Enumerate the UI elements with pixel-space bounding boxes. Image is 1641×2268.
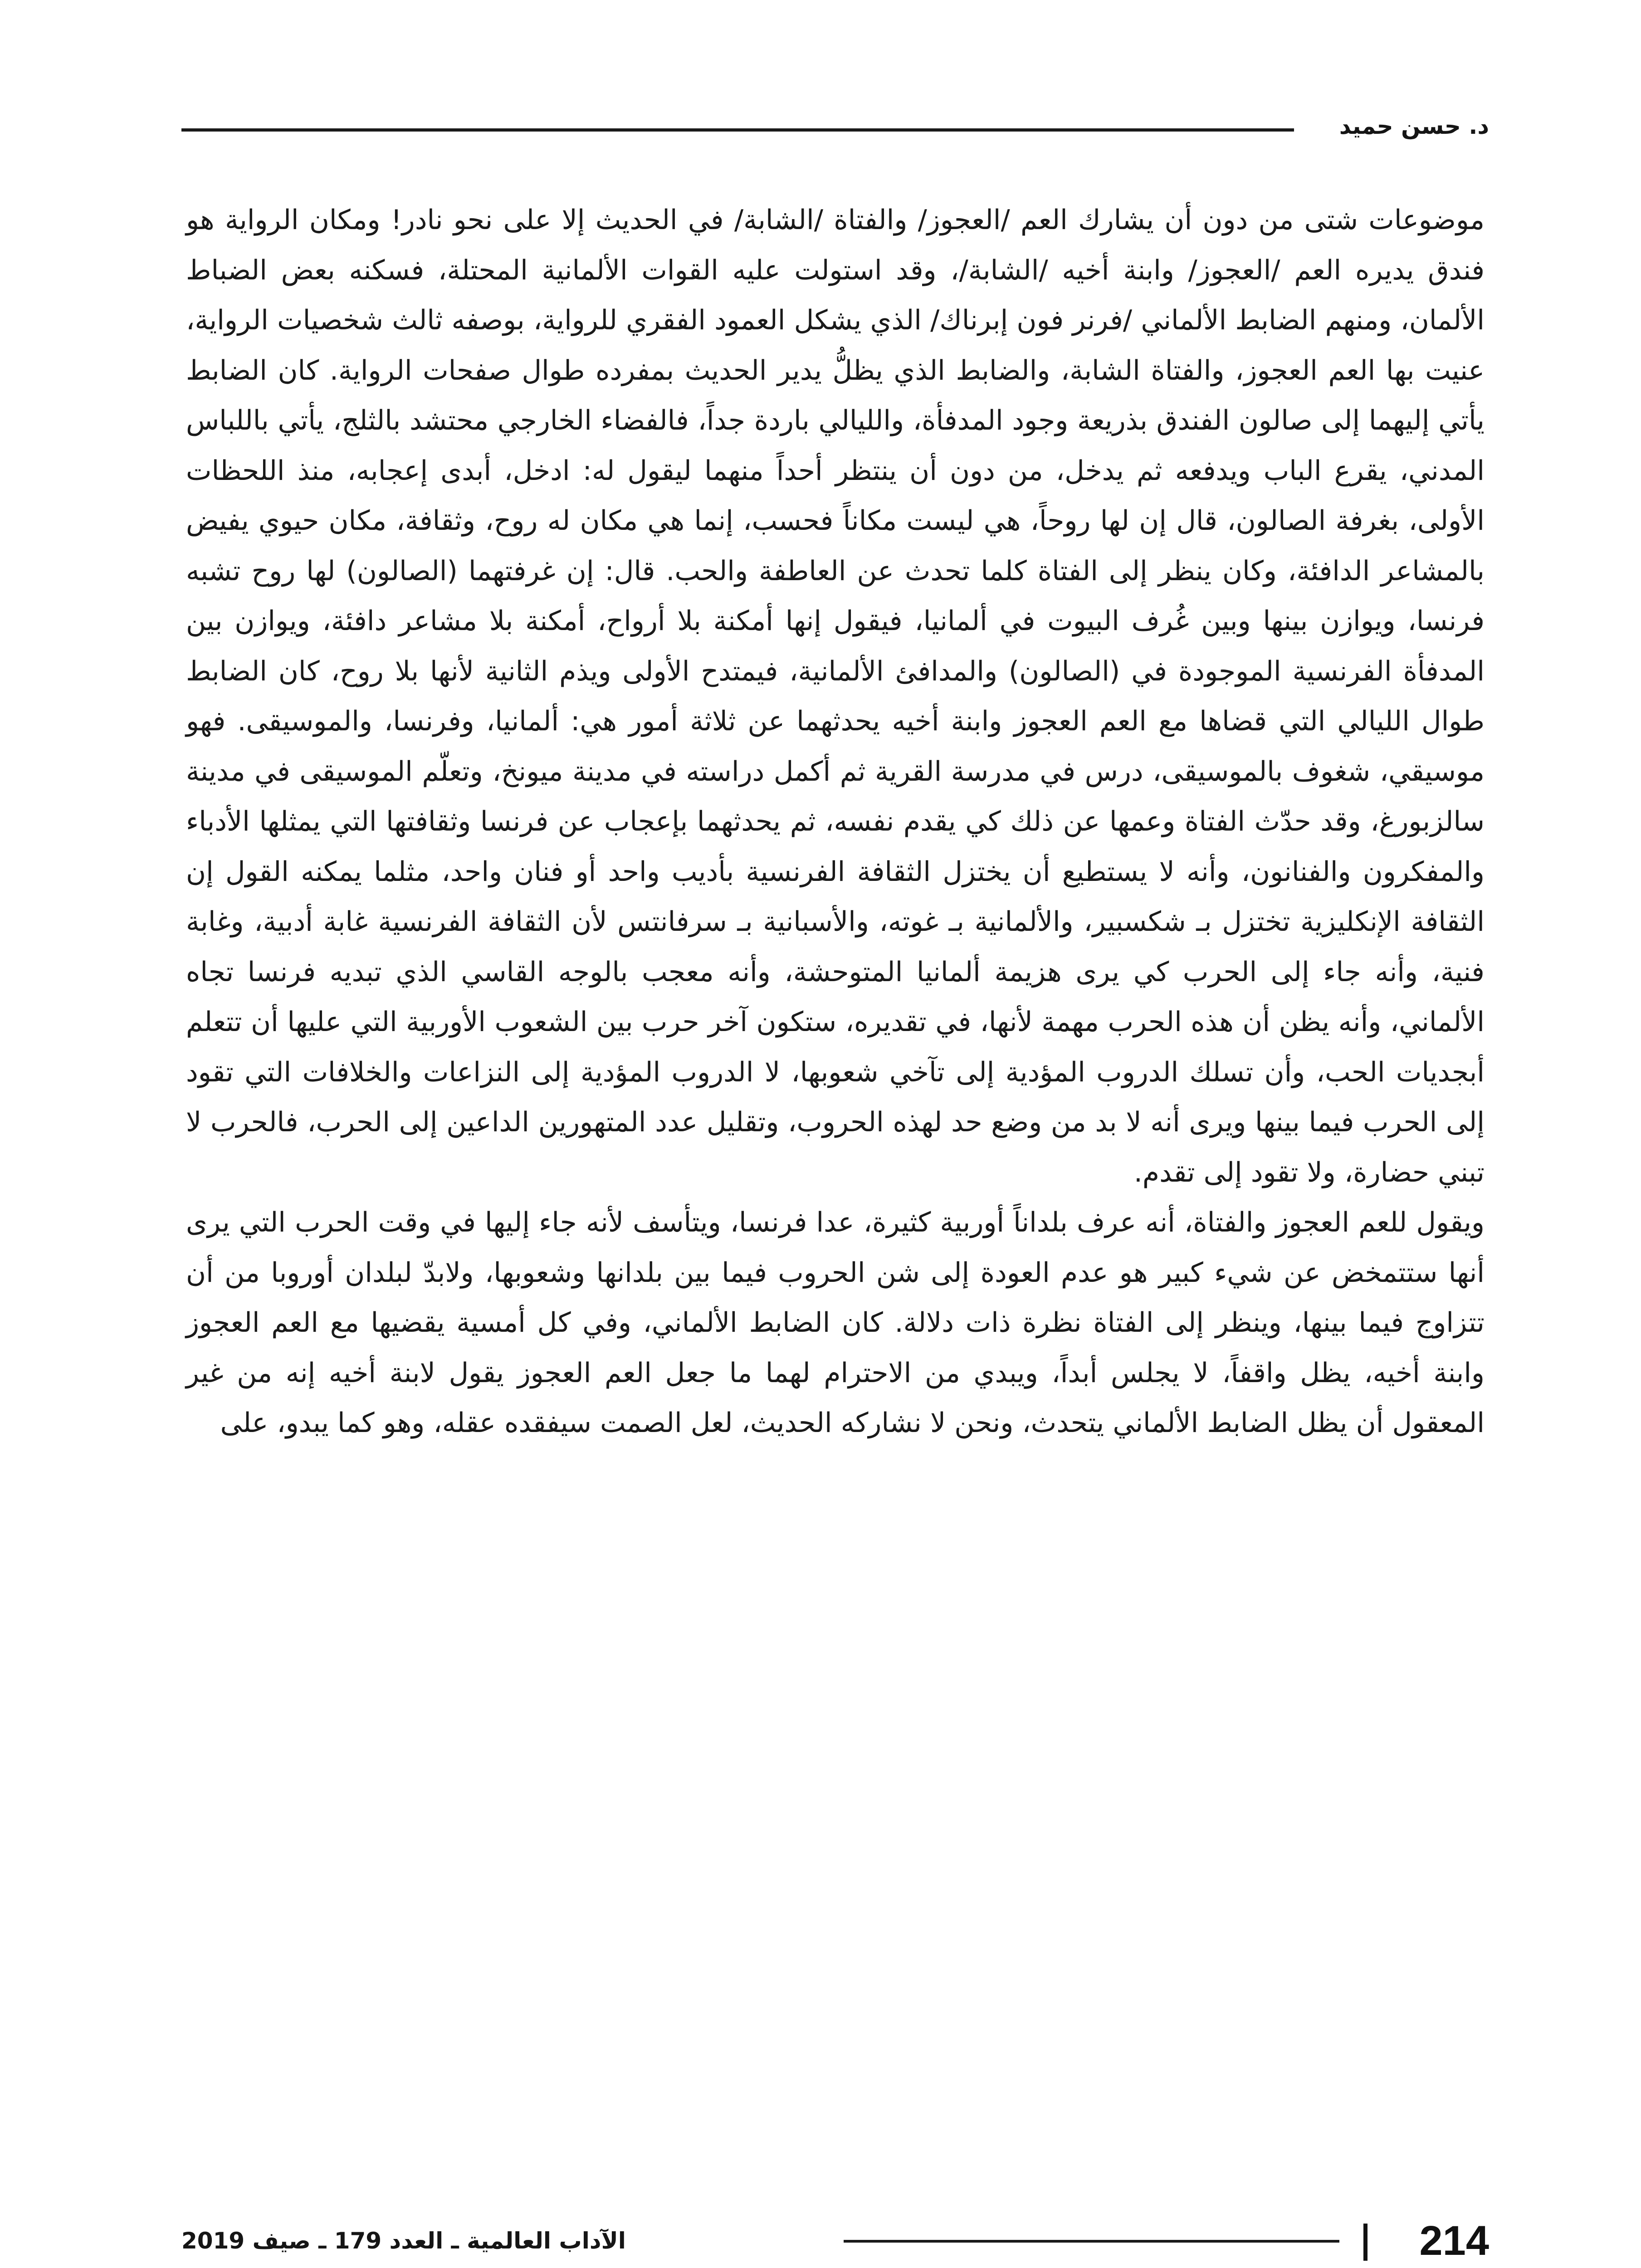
paragraph: ويقول للعم العجوز والفتاة، أنه عرف بلداناً أوربية كثيرة، عدا فرنسا، ويتأسف لأنه جاء إليها في وقت الحرب التي يرى أنها ستتمخض عن شيء كبير هو عدم العودة إلى شن الحروب فيما بين بلدانها وشعوبها، ولابدّ لبلدان أوروبا من أن تتزاوج فيما بينها، وينظر إلى الفتاة نظرة ذات دلالة. كان الضابط الألماني، وفي كل أمسية يقضيها مع العم العجوز وابنة أخيه، يظل واقفاً، لا يجلس أبداً، ويبدي من الاحترام لهما ما جعل العم العجوز يقول لابنة أخيه إنه من غير المعقول أن يظل الضابط الألماني يتحدث، ونحن لا نشاركه الحديث، لعل الصمت سيفقده عقله، وهو كما يبدو، على	[186, 1207, 1485, 1439]
page-number: 214	[1419, 2218, 1489, 2264]
footer-rule	[844, 2240, 1339, 2243]
footer-divider	[1363, 2224, 1368, 2261]
author-name: د. حسن حميد	[1339, 113, 1489, 139]
header-rule	[181, 128, 1294, 132]
running-footer	[181, 2214, 1489, 2268]
journal-issue: الآداب العالمية ـ العدد 179 ـ صيف 2019	[181, 2228, 626, 2254]
paragraph: موضوعات شتى من دون أن يشارك العم /العجوز/ والفتاة /الشابة/ في الحديث إلا على نحو نادر! ومكان الرواية هو فندق يديره العم /العجوز/ وابنة أخيه /الشابة/، وقد استولت عليه القوات الألمانية المحتلة، فسكنه بعض الضباط الألمان، ومنهم الضابط الألماني /فرنر فون إبرناك/ الذي يشكل العمود الفقري للرواية، بوصفه ثالث شخصيات الرواية، عنيت بها العم العجوز، والفتاة الشابة، والضابط الذي يظلُّ يدير الحديث بمفرده طوال صفحات الرواية. كان الضابط يأتي إليهما إلى صالون الفندق بذريعة وجود المدفأة، والليالي باردة جداً، فالفضاء الخارجي محتشد بالثلج، يأتي باللباس المدني، يقرع الباب ويدفعه ثم يدخل، من دون أن ينتظر أحداً منهما ليقول له: ادخل، أبدى إعجابه، منذ اللحظات الأولى، بغرفة الصالون، قال إن لها روحاً، هي ليست مكاناً فحسب، إنما هي مكان له روح، وثقافة، مكان حيوي يفيض بالمشاعر الدافئة، وكان ينظر إلى الفتاة كلما تحدث عن العاطفة والحب. قال: إن غرفتهما (الصالون) لها روح تشبه فرنسا، ويوازن بينها وبين غُرف البيوت في ألمانيا، فيقول إنها أمكنة بلا أرواح، أمكنة بلا مشاعر دافئة، ويوازن بين المدفأة الفرنسية الموجودة في (الصالون) والمدافئ الألمانية، فيمتدح الأولى ويذم الثانية لأنها بلا روح، كان الضابط طوال الليالي التي قضاها مع العم العجوز وابنة أخيه يحدثهما عن ثلاثة أمور هي: ألمانيا، وفرنسا، والموسيقى. فهو موسيقي، شغوف بالموسيقى، درس في مدرسة القرية ثم أكمل دراسته في مدينة ميونخ، وتعلّم الموسيقى في مدينة سالزبورغ، وقد حدّث الفتاة وعمها عن ذلك كي يقدم نفسه، ثم يحدثهما بإعجاب عن فرنسا وثقافتها التي يمثلها الأدباء والمفكرون والفنانون، وأنه لا يستطيع أن يختزل الثقافة الفرنسية بأديب واحد أو فنان واحد، مثلما يمكنه القول إن الثقافة الإنكليزية تختزل بـ شكسبير، والألمانية بـ غوته، والأسبانية بـ سرفانتس لأن الثقافة الفرنسية غابة أدبية، وغابة فنية، وأنه جاء إلى الحرب كي يرى هزيمة ألمانيا المتوحشة، وأنه معجب بالوجه القاسي الذي تبديه فرنسا تجاه الألماني، وأنه يظن أن هذه الحرب مهمة لأنها، في تقديره، ستكون آخر حرب بين الشعوب الأوربية التي عليها أن تتعلم أبجديات الحب، وأن تسلك الدروب المؤدية إلى تآخي شعوبها، لا الدروب المؤدية إلى النزاعات والخلافات التي تقود إلى الحرب فيما بينها ويرى أنه لا بد من وضع حد لهذه الحروب، وتقليل عدد المتهورين الداعين إلى الحرب، فالحرب لا تبني حضارة، ولا تقود إلى تقدم.	[186, 204, 1485, 1188]
article-body	[186, 195, 1485, 1448]
running-header	[181, 103, 1489, 149]
